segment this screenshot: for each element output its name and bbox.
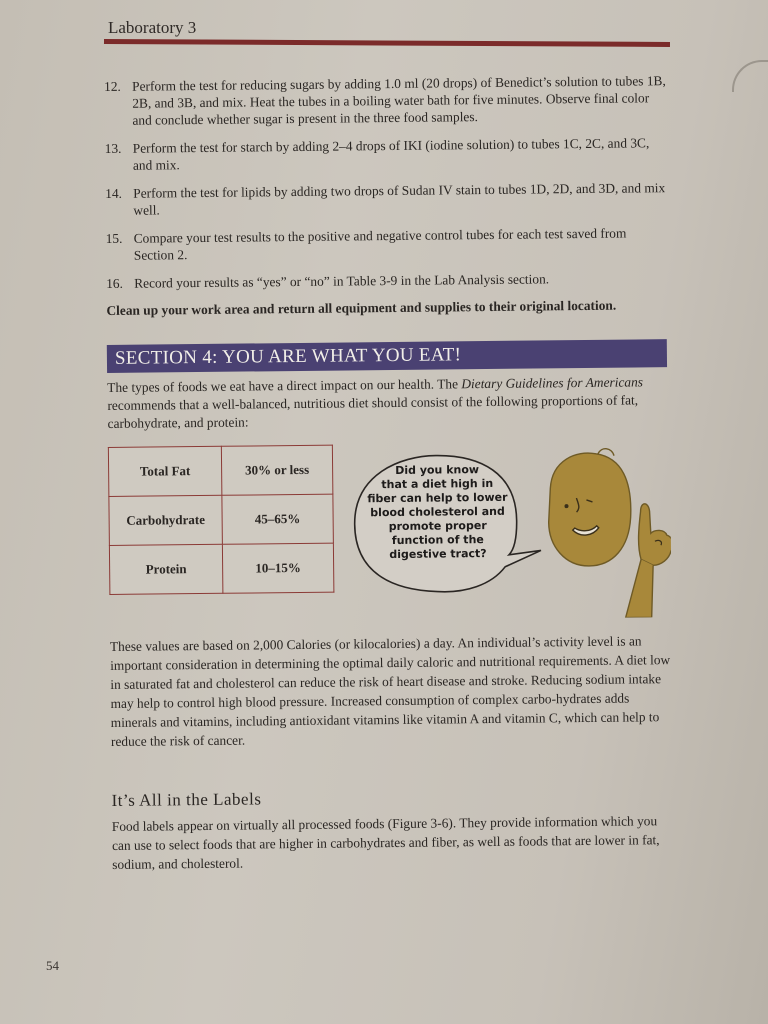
- nutrient-value: 10–15%: [222, 543, 334, 593]
- step-number: 15.: [105, 230, 123, 246]
- procedure-steps: [104, 72, 668, 292]
- bubble-line: function of the: [391, 533, 484, 548]
- page-content: [104, 72, 674, 874]
- bubble-line: blood cholesterol and: [370, 504, 505, 520]
- step-number: 12.: [104, 78, 121, 94]
- step-item: [105, 179, 667, 219]
- header-title: Laboratory 3: [108, 18, 197, 37]
- bubble-line: that a diet high in: [381, 476, 494, 492]
- step-text: Compare your test results to the positive and negative control tubes for each test saved from Section 2.: [133, 225, 627, 263]
- step-number: 16.: [106, 275, 123, 291]
- nutrition-illustration-area: [108, 441, 672, 623]
- bubble-line: digestive tract?: [389, 547, 487, 562]
- nutrient-label: Total Fat: [108, 446, 222, 496]
- step-item: [105, 134, 667, 174]
- labels-paragraph: Food labels appear on virtually all processed foods (Figure 3-6). They provide information which you can use to select foods that are higher in carbohydrates and fiber, as well as foods that are lower in fat, sodium, and cholesterol.: [111, 813, 660, 872]
- cleanup-instruction: Clean up your work area and return all equipment and supplies to their original location.: [106, 297, 617, 318]
- step-text: Perform the test for reducing sugars by adding 1.0 ml (20 drops) of Benedict’s solution to tubes 1B, 2B, and 3B, and mix. Heat the tubes in a boiling water bath for five minutes. Observe final color and conclude whether sugar is present in the three food samples.: [132, 73, 666, 128]
- step-text: Perform the test for starch by adding 2–4 drops of IKI (iodine solution) to tubes 1C, 2C, and 3C, and mix.: [132, 135, 650, 173]
- intro-italic-title: Dietary Guidelines for Americans: [461, 374, 644, 392]
- step-item: [104, 72, 667, 129]
- step-item: [106, 269, 668, 292]
- page-number: 54: [46, 958, 59, 973]
- step-text: Record your results as “yes” or “no” in Table 3-9 in the Lab Analysis section.: [134, 271, 550, 291]
- section-heading: SECTION 4: YOU ARE WHAT YOU EAT!: [107, 339, 667, 373]
- intro-text-start: The types of foods we eat have a direct impact on our health. The: [107, 376, 462, 395]
- bubble-line: promote proper: [388, 519, 487, 534]
- table-row: [109, 543, 334, 594]
- nutrient-label: Protein: [109, 544, 223, 594]
- step-item: [106, 224, 668, 264]
- section-intro: [107, 373, 670, 433]
- bubble-line: Did you know: [395, 463, 480, 477]
- calorie-paragraph: These values are based on 2,000 Calories (or kilocalories) a day. An individual’s activity level is an important consideration in determining the optimal daily caloric and nutritional requirements. A diet low in saturated fat and cholesterol can reduce the risk of heart disease and stroke. Reducing sodium intake may help to control high blood pressure. Increased consumption of complex carbo-hydrates adds minerals and vitamins, including antioxidant vitamins like vitamin A and vitamin C, which can help to reduce the risk of cancer.: [109, 633, 671, 749]
- step-number: 14.: [105, 185, 123, 201]
- labels-heading: It’s All in the Labels: [111, 789, 262, 810]
- character-head-icon: [548, 448, 631, 566]
- nutrient-proportion-table: [108, 445, 335, 595]
- speech-bubble-text: [356, 463, 519, 563]
- table-row: [108, 445, 333, 496]
- page-curl: [732, 60, 768, 92]
- header-rule: [104, 39, 670, 47]
- nutrient-label: Carbohydrate: [109, 495, 223, 545]
- table-row: [109, 494, 334, 545]
- bubble-line: fiber can help to lower: [367, 490, 508, 506]
- pointing-hand-icon: [624, 504, 671, 618]
- step-number: 13.: [104, 140, 122, 156]
- nutrient-value: 30% or less: [221, 445, 333, 495]
- intro-text-end: recommends that a well-balanced, nutritious diet should consist of the following proportions of fat, carbohydrate, and protein:: [107, 392, 639, 431]
- nutrient-value: 45–65%: [222, 494, 334, 544]
- step-text: Perform the test for lipids by adding two drops of Sudan IV stain to tubes 1D, 2D, and 3D, and mix well.: [133, 180, 666, 218]
